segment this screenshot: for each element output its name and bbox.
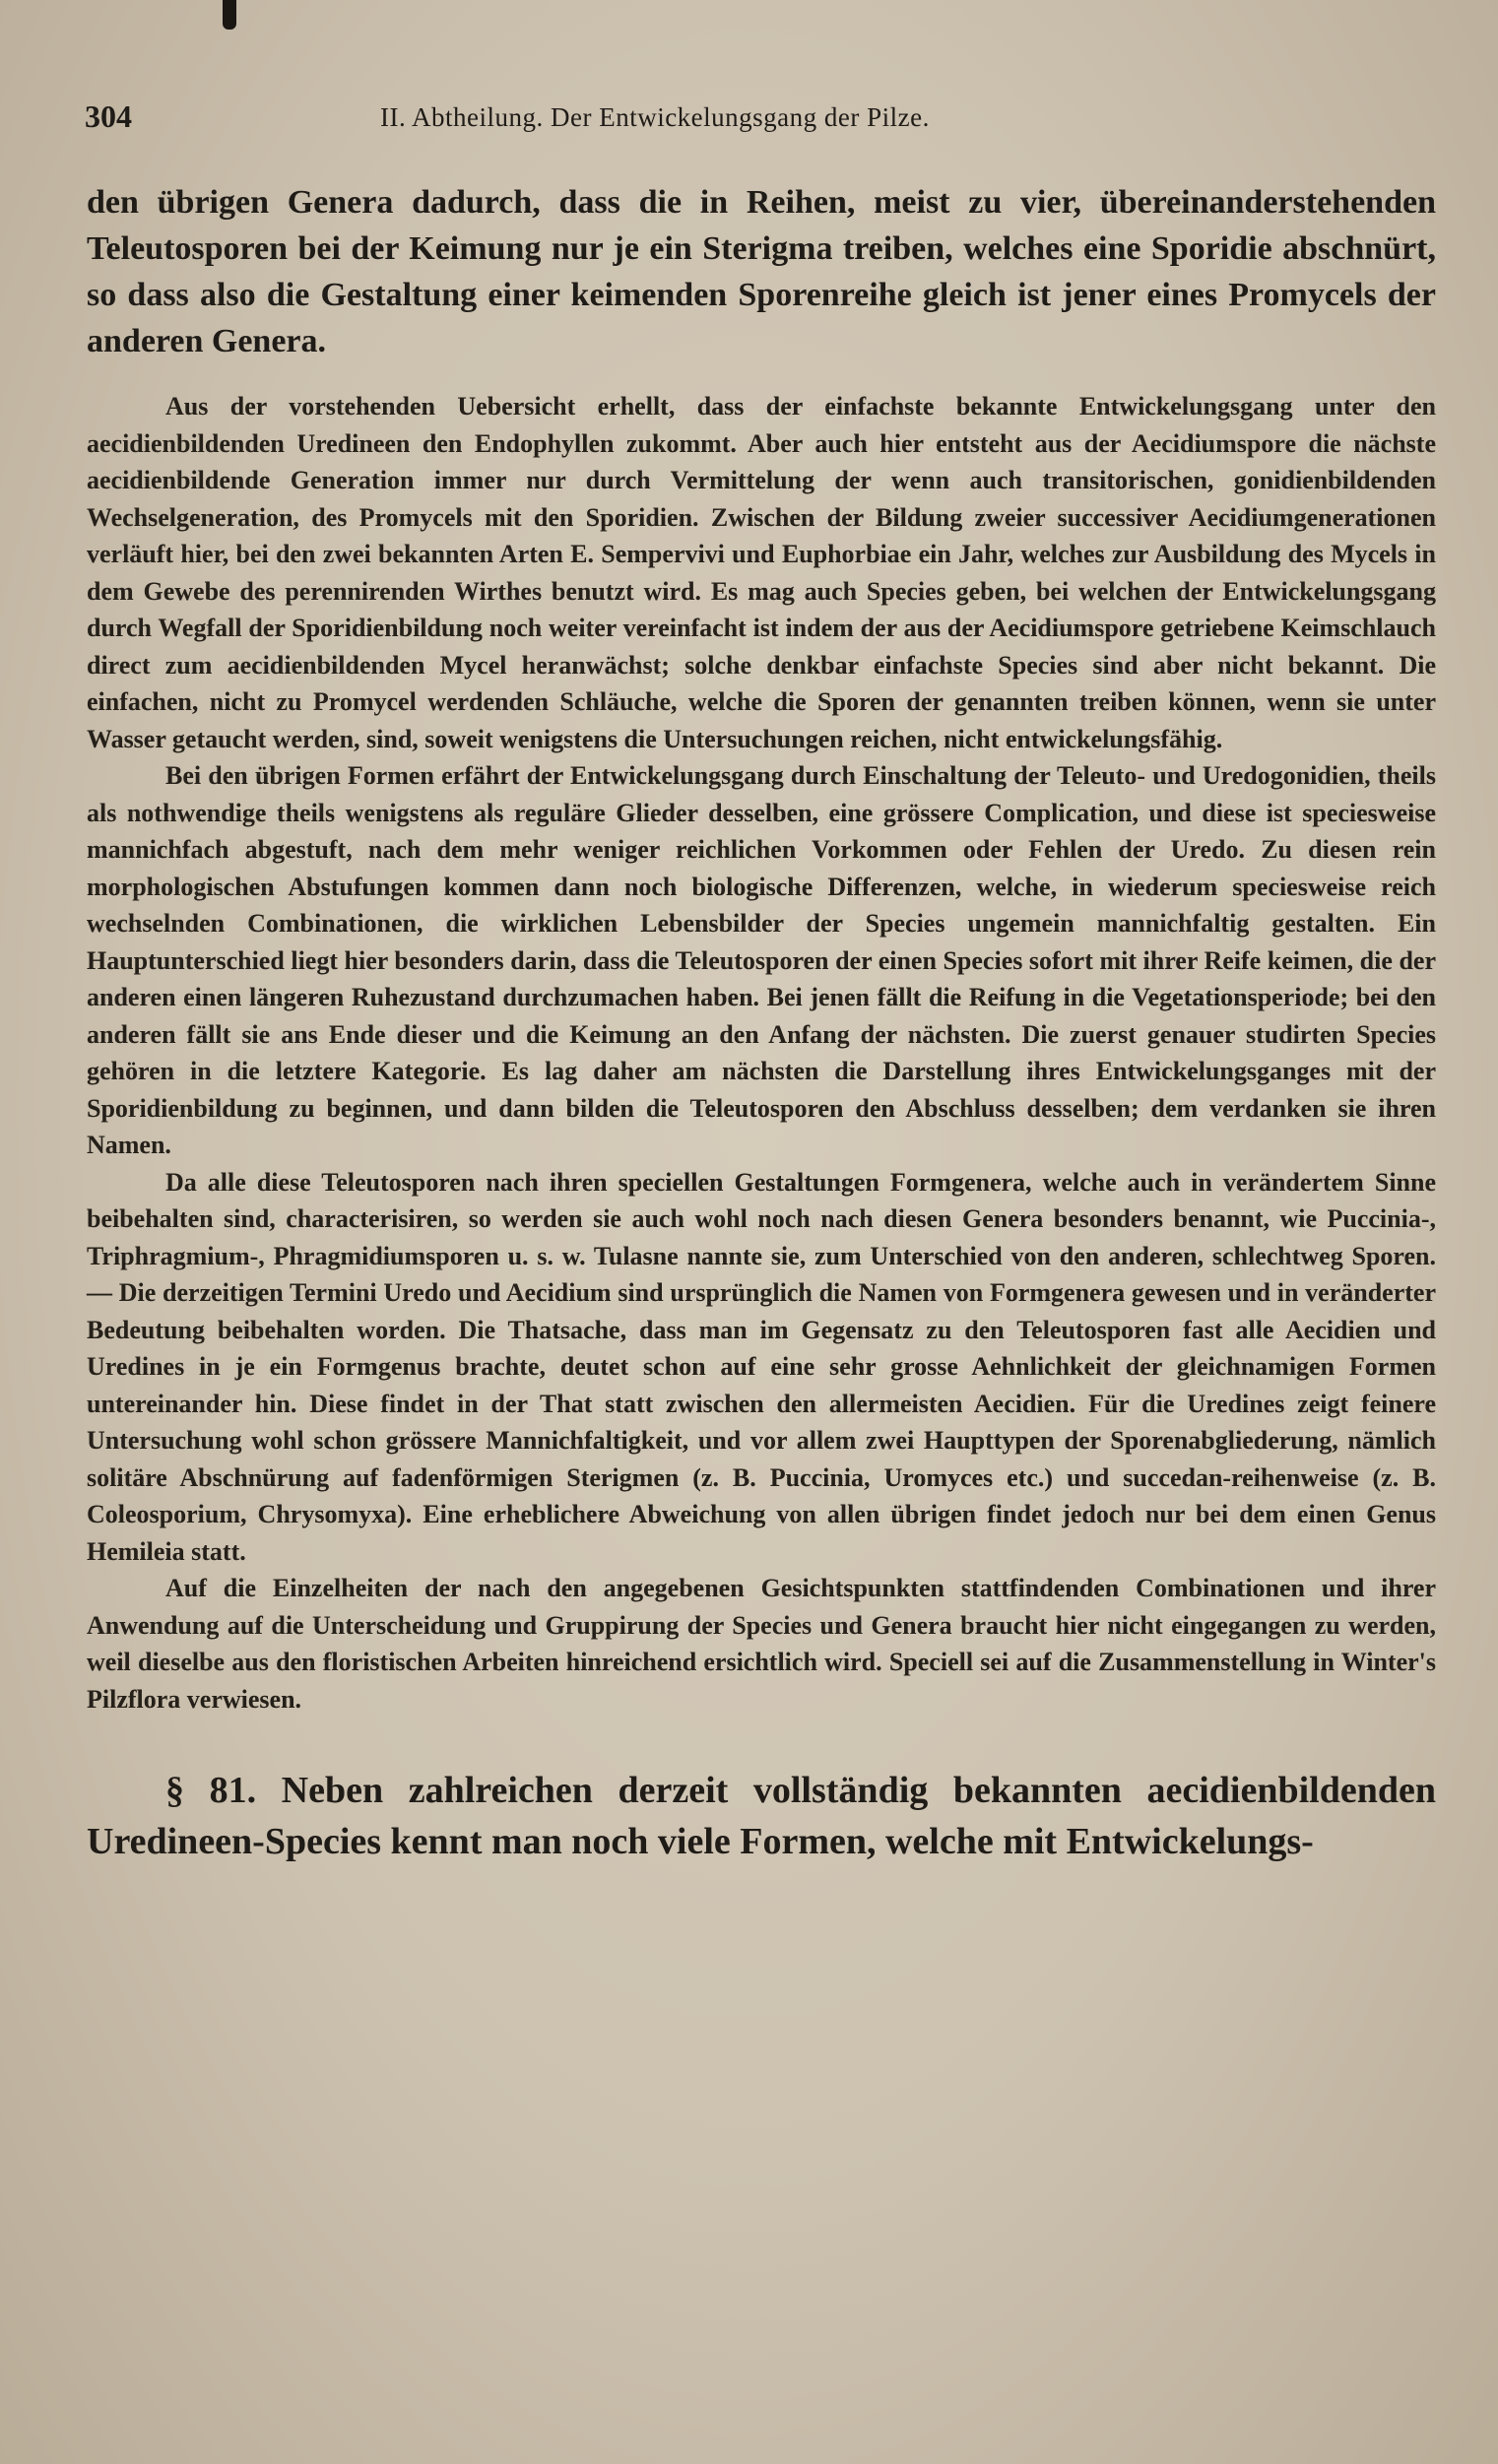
running-head: II. Abtheilung. Der Entwickelungsgang der Pilze. xyxy=(380,102,930,132)
paragraph xyxy=(87,1570,1436,1718)
paragraph xyxy=(87,388,1436,757)
page-number: 304 xyxy=(85,98,132,134)
paragraph-text: Aus der vorstehenden Uebersicht erhellt, dass der einfachste bekannte Entwickelungsgang unter den aecidienbildenden Uredineen den Endophyllen zukommt. Aber auch hier entsteht aus der Aecidiumspore die nächste aecidienbildende Generation immer nur durch Vermittelung der wenn auch transitorischen, gonidienbildenden Wechselgeneration, des Promycels mit den Sporidien. Zwischen der Bildung zweier successiver Aecidiumgenerationen verläuft hier, bei den zwei bekannten Arten E. Sempervivi und Euphorbiae ein Jahr, welches zur Ausbildung des Mycels in dem Gewebe des perennirenden Wirthes benutzt wird. Es mag auch Species geben, bei welchen der Entwickelungsgang durch Wegfall der Sporidienbildung noch weiter vereinfacht ist indem der aus der Aecidiumspore getriebene Keimschlauch direct zum aecidienbildenden Mycel heranwächst; solche denkbar einfachste Species sind aber nicht bekannt. Die einfachen, nicht zu Promycel werdenden Schläuche, welche die Sporen der genannten treiben können, wenn sie unter Wasser getaucht werden, sind, soweit wenigstens die Untersuchungen reichen, nicht entwickelungsfähig. xyxy=(87,392,1436,753)
paragraph-text: Da alle diese Teleutosporen nach ihren speciellen Gestaltungen Formgenera, welche auch in verändertem Sinne beibehalten sind, characterisiren, so werden sie auch wohl noch nach diesen Genera besonders benannt, wie Puccinia-, Triphragmium-, Phragmidiumsporen u. s. w. Tulasne nannte sie, zum Unterschied von den anderen, schlechtweg Sporen. — Die derzeitigen Termini Uredo und Aecidium sind ursprünglich die Namen von Formgenera gewesen und in veränderter Bedeutung beibehalten worden. Die Thatsache, dass man im Gegensatz zu den Teleutosporen fast alle Aecidien und Uredines in je ein Formgenus brachte, deutet schon auf eine sehr grosse Aehnlichkeit der gleichnamigen Formen untereinander hin. Diese findet in der That statt zwischen den allermeisten Aecidien. Für die Uredines zeigt feinere Untersuchung wohl schon grössere Mannichfaltigkeit, und vor allem zwei Haupttypen der Sporenabgliederung, nämlich solitäre Abschnürung auf fadenförmigen Sterigmen (z. B. Puccinia, Uromyces etc.) und succedan-reihenweise (z. B. Coleosporium, Chrysomyxa). Eine erheblichere Abweichung von allen übrigen findet jedoch nur bei dem einen Genus Hemileia statt. xyxy=(87,1167,1436,1566)
page-header xyxy=(85,98,1444,138)
section-81-start xyxy=(87,1765,1436,1867)
paragraph-text: Auf die Einzelheiten der nach den angegebenen Gesichtspunkten stattfindenden Combinationen und ihrer Anwendung auf die Unterscheidung und Gruppirung der Species und Genera braucht hier nicht eingegangen zu werden, weil dieselbe aus den floristischen Arbeiten hinreichend ersichtlich wird. Speciell sei auf die Zusammenstellung in Winter's Pilzflora verwiesen. xyxy=(87,1574,1436,1714)
paragraph-continuation: den übrigen Genera dadurch, dass die in Reihen, meist zu vier, übereinanderstehenden Teleutosporen bei der Keimung nur je ein Sterigma treiben, welches eine Sporidie abschnürt, so dass also die Gestaltung einer keimenden Sporenreihe gleich ist jener eines Promycels der anderen Genera. xyxy=(87,184,1436,359)
paragraph-text: Bei den übrigen Formen erfährt der Entwickelungsgang durch Einschaltung der Teleuto- und Uredogonidien, theils als nothwendige theils wenigstens als reguläre Glieder desselben, eine grössere Complication, und diese ist speciesweise mannichfach abgestuft, nach dem mehr weniger reichlichen Vorkommen oder Fehlen der Uredo. Zu diesen rein morphologischen Abstufungen kommen dann noch biologische Differenzen, welche, in wiederum speciesweise reich wechselnden Combinationen, die wirklichen Lebensbilder der Species ungemein mannichfaltig gestalten. Ein Hauptunterschied liegt hier besonders darin, dass die Teleutosporen der einen Species sofort mit ihrer Reife keimen, die der anderen einen längeren Ruhezustand durchzumachen haben. Bei jenen fällt die Reifung in die Vegetationsperiode; bei den anderen fällt sie ans Ende dieser und die Keimung an den Anfang der nächsten. Die zuerst genauer studirten Species gehören in die letztere Kategorie. Es lag daher am nächsten die Darstellung ihres Entwickelungsganges mit der Sporidienbildung zu beginnen, und dann bilden die Teleutosporen den Abschluss desselben; dem verdanken sie ihren Namen. xyxy=(87,761,1436,1159)
section-text: § 81. Neben zahlreichen derzeit vollständig bekannten aecidienbildenden Uredineen-Species kennt man noch viele Formen, welche mit Entwickelungs- xyxy=(87,1770,1436,1862)
paragraph xyxy=(87,1164,1436,1571)
page-body xyxy=(87,179,1436,1867)
binding-mark xyxy=(223,0,236,30)
paragraph xyxy=(87,757,1436,1164)
